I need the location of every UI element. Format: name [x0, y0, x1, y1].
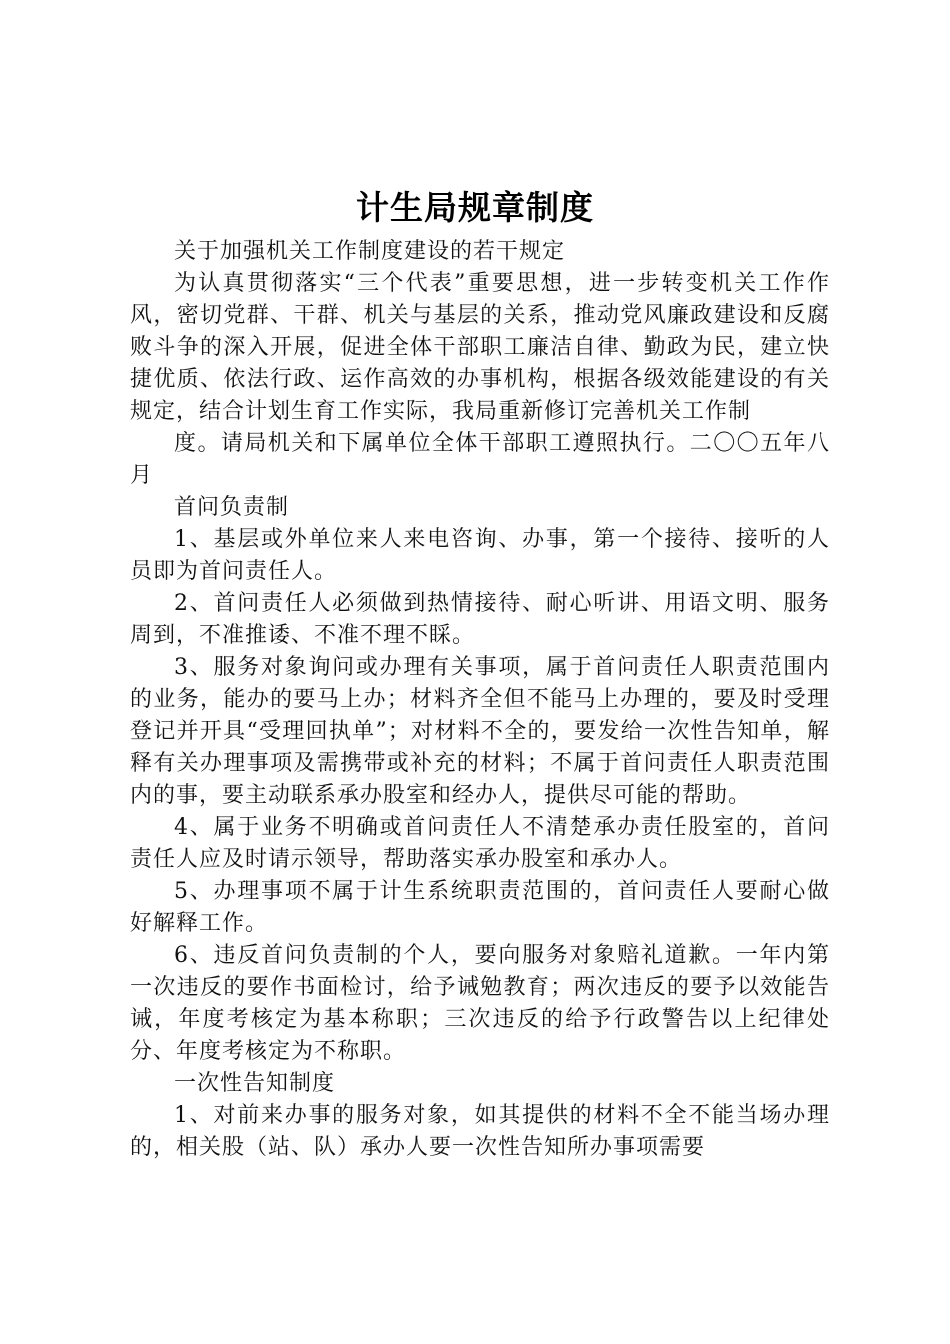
- rule-paragraph: 3、服务对象询问或办理有关事项，属于首问责任人职责范围内的业务，能办的要马上办；材料齐全但不能马上办理的，要及时受理登记并开具“受理回执单”；对材料不全的，要发给一次性告知单，解释有关办理事项及需携带或补充的材料；不属于首问责任人职责范围内的事，要主动联系承办股室和经办人，提供尽可能的帮助。: [130, 655, 830, 808]
- intro-closing-paragraph: 度。请局机关和下属单位全体干部职工遵照执行。二〇〇五年八月: [130, 431, 830, 488]
- rule-paragraph: 1、对前来办事的服务对象，如其提供的材料不全不能当场办理的，相关股（站、队）承办人要一次性告知所办事项需要: [130, 1103, 830, 1160]
- rule-paragraph: 2、首问责任人必须做到热情接待、耐心听讲、用语文明、服务周到，不准推诿、不准不理不睬。: [130, 591, 830, 648]
- intro-paragraph: 为认真贯彻落实“三个代表”重要思想，进一步转变机关工作作风，密切党群、干群、机关与基层的关系，推动党风廉政建设和反腐败斗争的深入开展，促进全体干部职工廉洁自律、勤政为民，建立快捷优质、依法行政、运作高效的办事机构，根据各级效能建设的有关规定，结合计划生育工作实际，我局重新修订完善机关工作制: [130, 271, 830, 424]
- rule-paragraph: 6、违反首问负责制的个人，要向服务对象赔礼道歉。一年内第一次违反的要作书面检讨，给予诫勉教育；两次违反的要予以效能告诫，年度考核定为基本称职；三次违反的给予行政警告以上纪律处分、年度考核定为不称职。: [130, 943, 830, 1064]
- rule-paragraph: 4、属于业务不明确或首问责任人不清楚承办责任股室的，首问责任人应及时请示领导，帮助落实承办股室和承办人。: [130, 815, 830, 872]
- section-heading-one-time-notice: 一次性告知制度: [174, 1071, 336, 1096]
- rule-paragraph: 5、办理事项不属于计生系统职责范围的，首问责任人要耐心做好解释工作。: [130, 879, 830, 936]
- subtitle-paragraph: 关于加强机关工作制度建设的若干规定: [174, 239, 566, 264]
- document-body: [130, 236, 830, 1164]
- rule-paragraph: 1、基层或外单位来人来电咨询、办事，第一个接待、接听的人员即为首问责任人。: [130, 527, 830, 584]
- document-title: 计生局规章制度: [356, 188, 594, 227]
- section-heading-first-inquiry: 首问负责制: [174, 495, 290, 520]
